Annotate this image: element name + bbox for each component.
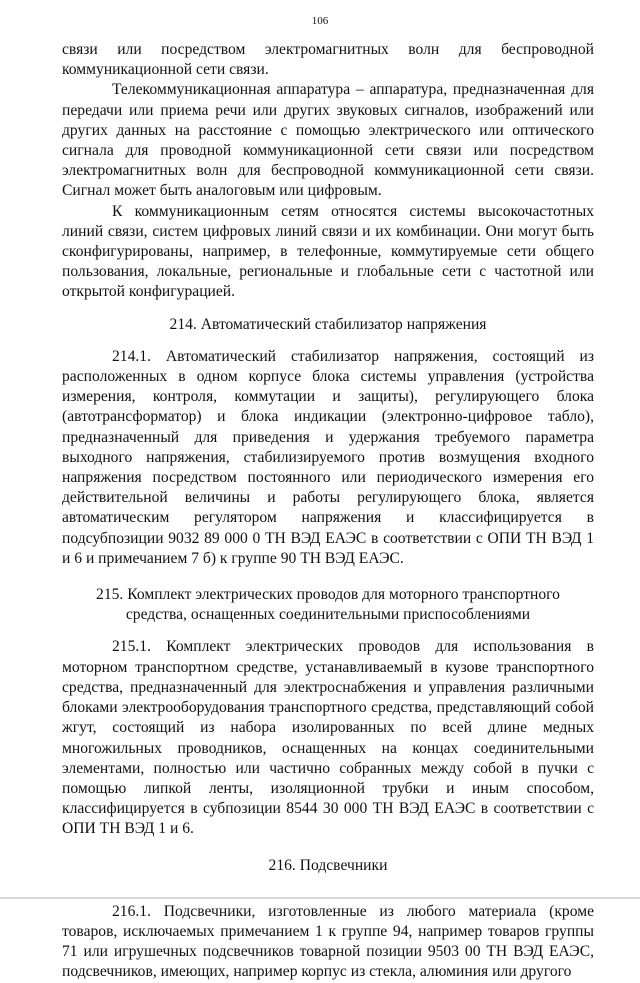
paragraph-215-1: 215.1. Комплект электрических проводов для использования в моторном транспортном средстве, устанавливаемый в кузове транспортного средства, предназначенный для электроснабжения и управления различными блоками электрооборудования транспортного средства, представляющий собой жгут, состоящий из набора изолированных по всей длине медных многожильных проводников, оснащенных на концах соединительными элементами, полностью или частично собранных между собой в пучки с помощью липкой ленты, изоляционной трубки и иным способом, классифицируется в субпозиции 8544 30 000 ТН ВЭД ЕАЭС в соответствии с ОПИ ТН ВЭД 1 и 6. <box>62 638 594 838</box>
paragraph-continuation: связи или посредством электромагнитных волн для беспроводной коммуникационной сети связи. <box>62 41 594 79</box>
paragraph-telecom-equipment: Телекоммуникационная аппаратура – аппаратура, предназначенная для передачи или приема речи или других звуковых сигналов, изображений или других данных на расстояние с помощью электрического или оптического сигнала для проводной коммуникационной сети связи или посредством электромагнитных волн для беспроводной коммуникационной сети связи. Сигнал может быть аналоговым или цифровым. <box>62 81 594 200</box>
section-heading-215 <box>62 585 594 625</box>
paragraph-communication-networks: К коммуникационным сетям относятся системы высокочастотных линий связи, систем цифровых линий связи и их комбинации. Они могут быть сконфигурированы, например, в телефонные, коммутируемые сети общего пользования, локальные, региональные и глобальные сети с частотной или открытой конфигурацией. <box>62 202 594 301</box>
section-heading-215-line2: средства, оснащенных соединительными приспособлениями <box>125 606 531 624</box>
section-heading-214: 214. Автоматический стабилизатор напряжения <box>169 315 487 333</box>
page-number: 106 <box>311 15 329 27</box>
section-heading-216: 216. Подсвечники <box>268 856 388 874</box>
scan-bottom-edge <box>0 897 640 899</box>
document-body <box>62 40 594 983</box>
paragraph-214-1: 214.1. Автоматический стабилизатор напряжения, состоящий из расположенных в одном корпусе блока системы управления (устройства измерения, контроля, коммутации и защиты), регулирующего блока (автотрансформатор) и блока индикации (электронно-цифровое табло), предназначенный для приведения и удержания требуемого параметра выходного напряжения, стабилизируемого против возмущения входного напряжения посредством постоянного или периодического измерения его действительной величины и работы регулирующего блока, является автоматическим регулятором напряжения и классифицируется в подсубпозиции 9032 89 000 0 ТН ВЭД ЕАЭС в соответствии с ОПИ ТН ВЭД 1 и 6 и примечанием 7 б) к группе 90 ТН ВЭД ЕАЭС. <box>62 347 594 567</box>
section-heading-215-line1: 215. Комплект электрических проводов для моторного транспортного <box>96 586 560 604</box>
paragraph-216-1: 216.1. Подсвечники, изготовленные из любого материала (кроме товаров, исключаемых примечанием 1 к группе 94, например товаров группы 71 или игрушечных подсвечников товарной позиции 9503 00 ТН ВЭД ЕАЭС, подсвечников, имеющих, например корпус из стекла, алюминия или другого <box>62 902 594 981</box>
